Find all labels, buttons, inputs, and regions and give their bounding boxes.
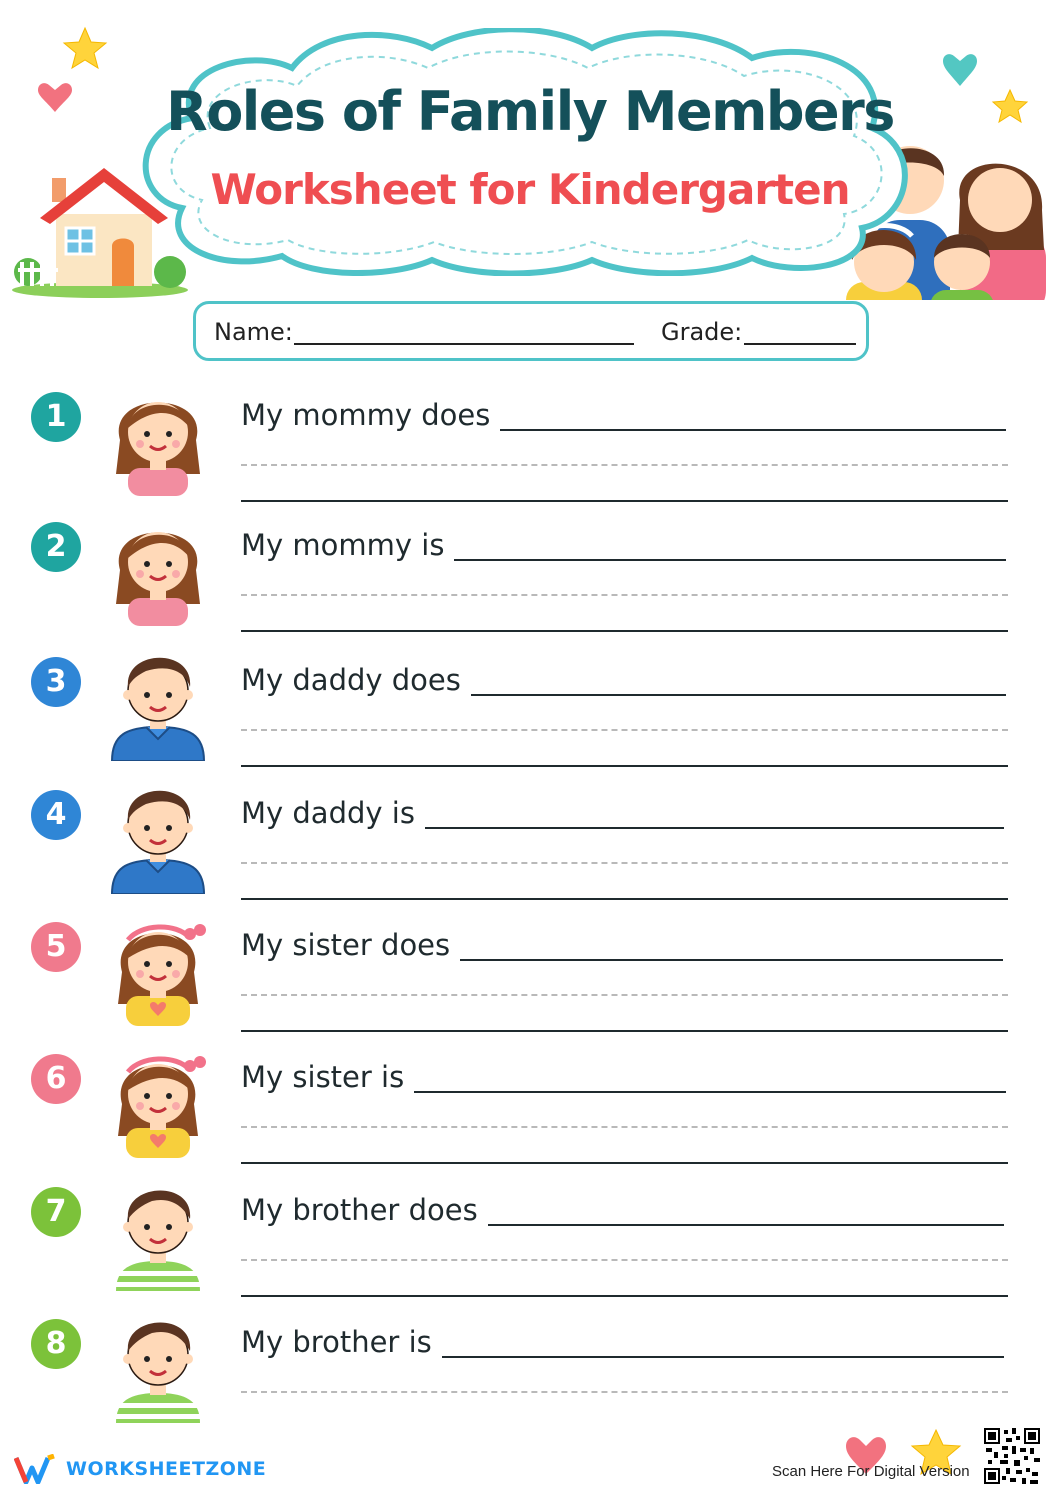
question-number: 8 <box>31 1319 81 1369</box>
sister-avatar-icon <box>106 1032 210 1158</box>
title-cloud <box>132 28 922 276</box>
dashed-guide-line <box>241 729 1008 731</box>
question-prompt: My daddy does <box>241 663 461 697</box>
mommy-avatar-icon <box>106 500 210 626</box>
question-row <box>0 1297 1055 1429</box>
question-row <box>0 1165 1055 1297</box>
question-number: 5 <box>31 922 81 972</box>
question-number: 1 <box>31 392 81 442</box>
question-number: 7 <box>31 1187 81 1237</box>
grade-field[interactable] <box>744 343 856 345</box>
question-number: 2 <box>31 522 81 572</box>
answer-line[interactable] <box>471 694 1006 696</box>
question-number: 3 <box>31 657 81 707</box>
question-prompt: My mommy is <box>241 528 445 562</box>
name-label: Name: <box>214 318 293 346</box>
answer-line[interactable] <box>442 1356 1004 1358</box>
answer-base-line[interactable] <box>241 630 1008 632</box>
name-field[interactable] <box>294 343 634 345</box>
answer-line[interactable] <box>414 1091 1006 1093</box>
question-number: 6 <box>31 1054 81 1104</box>
qr-code-icon[interactable] <box>984 1428 1040 1484</box>
page-subtitle: Worksheet for Kindergarten <box>210 165 850 214</box>
dashed-guide-line <box>241 464 1008 466</box>
brand-name: WORKSHEETZONE <box>66 1458 267 1480</box>
question-row <box>0 635 1055 767</box>
dashed-guide-line <box>241 1259 1008 1261</box>
sister-avatar-icon <box>106 900 210 1026</box>
name-grade-box <box>193 301 869 361</box>
question-prompt: My mommy does <box>241 398 491 432</box>
brother-avatar-icon <box>106 1297 210 1423</box>
dashed-guide-line <box>241 862 1008 864</box>
dashed-guide-line <box>241 1126 1008 1128</box>
question-row <box>0 900 1055 1032</box>
dashed-guide-line <box>241 994 1008 996</box>
daddy-avatar-icon <box>106 635 210 761</box>
question-prompt: My brother is <box>241 1325 432 1359</box>
mommy-avatar-icon <box>106 370 210 496</box>
dashed-guide-line <box>241 594 1008 596</box>
question-row <box>0 768 1055 900</box>
heart-icon <box>38 83 72 112</box>
answer-base-line[interactable] <box>241 765 1008 767</box>
question-prompt: My sister is <box>241 1060 405 1094</box>
star-icon <box>993 90 1027 122</box>
scan-text: Scan Here For Digital Version <box>772 1463 970 1480</box>
answer-line[interactable] <box>460 959 1003 961</box>
answer-line[interactable] <box>425 827 1004 829</box>
question-number: 4 <box>31 790 81 840</box>
question-row <box>0 370 1055 502</box>
worksheetzone-logo-icon <box>14 1454 58 1484</box>
daddy-avatar-icon <box>106 768 210 894</box>
question-row <box>0 500 1055 632</box>
grade-label: Grade: <box>661 318 743 346</box>
answer-line[interactable] <box>500 429 1006 431</box>
answer-base-line[interactable] <box>241 1162 1008 1164</box>
heart-icon <box>943 54 977 86</box>
brother-avatar-icon <box>106 1165 210 1291</box>
question-prompt: My daddy is <box>241 796 415 830</box>
question-row <box>0 1032 1055 1164</box>
answer-line[interactable] <box>454 559 1006 561</box>
question-prompt: My brother does <box>241 1193 478 1227</box>
answer-line[interactable] <box>488 1224 1004 1226</box>
star-icon <box>64 28 106 68</box>
page-title: Roles of Family Members <box>166 80 894 143</box>
question-prompt: My sister does <box>241 928 451 962</box>
dashed-guide-line <box>241 1391 1008 1393</box>
